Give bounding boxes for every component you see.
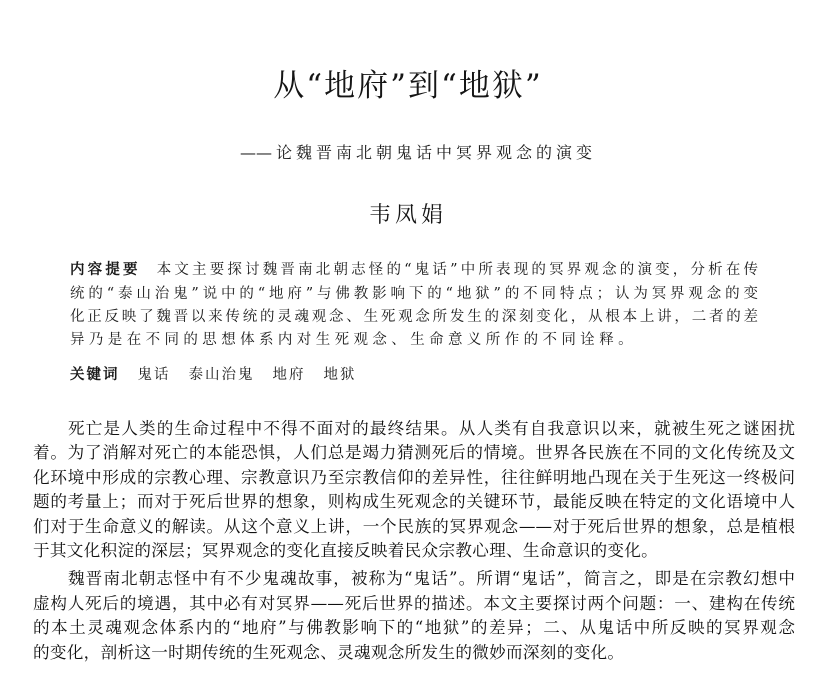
body-line: 化环境中形成的宗教心理、宗教意识乃至宗教信仰的差异性，往往鲜明地凸现在关于生死这一终极问	[33, 468, 795, 487]
author-name: 韦凤娟	[368, 203, 447, 228]
body-line: 于其文化积淀的深层；冥界观念的变化直接反映着民众宗教心理、生命意识的变化。	[33, 541, 659, 560]
body-line: 的变化，剖析这一时期传统的生死观念、灵魂观念所发生的微妙而深刻的变化。	[33, 643, 625, 662]
keyword: 地府	[272, 367, 306, 383]
abstract-line-4: 异乃是在不同的思想体系内对生死观念、生命意义所作的不同诠释。	[70, 332, 637, 348]
article-subtitle: ——论魏晋南北朝鬼话中冥界观念的演变	[240, 143, 592, 162]
article-title: 从“地府”到“地狱”	[273, 68, 543, 104]
body-line: 着。为了消解对死亡的本能恐惧，人们总是竭力猜测死后的情境。世界各民族在不同的文化传统及文	[33, 443, 795, 462]
keywords-row	[70, 364, 375, 387]
body-line: 题的考量上；而对于死后世界的想象，则构成生死观念的关键环节，最能反映在特定的文化语境中人	[33, 492, 795, 511]
abstract-label: 内容提要	[70, 262, 141, 278]
keyword: 泰山治鬼	[188, 367, 255, 383]
abstract-line-2: 统的“泰山治鬼”说中的“地府”与佛教影响下的“地狱”的不同特点；认为冥界观念的变	[70, 286, 758, 302]
abstract-line-1	[70, 259, 758, 282]
body-line: 魏晋南北朝志怪中有不少鬼魂故事，被称为“鬼话”。所谓“鬼话”，简言之，即是在宗教幻想中	[68, 569, 795, 588]
abstract-text: 本文主要探讨魏晋南北朝志怪的“鬼话”中所表现的冥界观念的演变，分析在传	[156, 262, 758, 278]
keywords-label: 关键词	[70, 367, 120, 383]
abstract-line-3: 化正反映了魏晋以来传统的灵魂观念、生死观念所发生的深刻变化，从根本上讲，二者的差	[70, 309, 758, 325]
body-line: 的本土灵魂观念体系内的“地府”与佛教影响下的“地狱”的差异；二、从鬼话中所反映的冥界观念	[33, 618, 795, 637]
keyword: 地狱	[323, 367, 357, 383]
body-line: 们对于生命意义的解读。从这个意义上讲，一个民族的冥界观念——对于死后世界的想象，总是植根	[33, 517, 795, 536]
keyword: 鬼话	[137, 367, 171, 383]
body-line: 死亡是人类的生命过程中不得不面对的最终结果。从人类有自我意识以来，就被生死之谜困扰	[68, 419, 795, 438]
body-line: 虚构人死后的境遇，其中必有对冥界——死后世界的描述。本文主要探讨两个问题：一、建构在传统	[33, 594, 795, 613]
